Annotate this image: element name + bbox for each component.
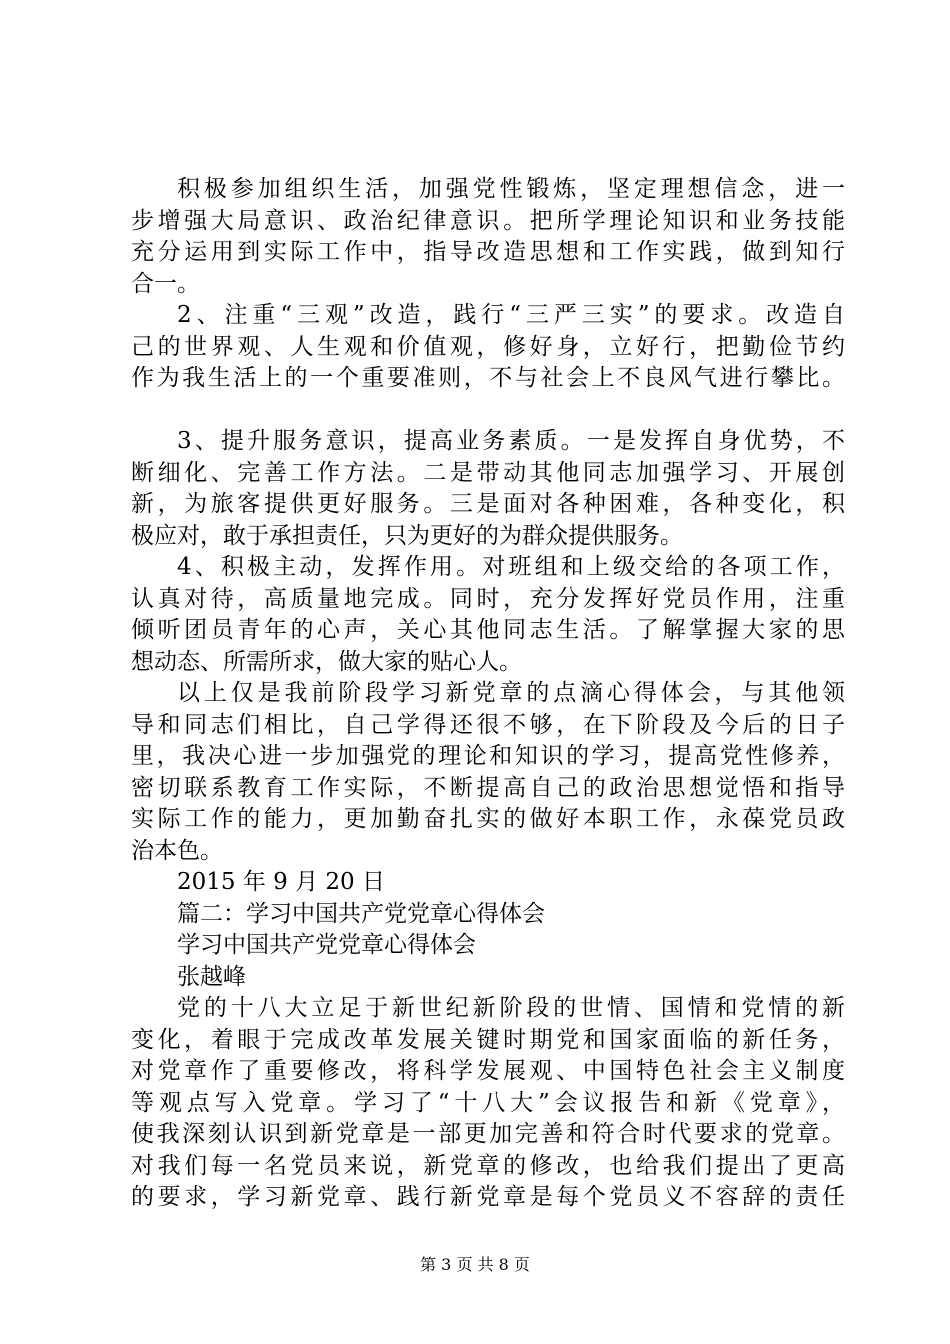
text-line: 篇二：学习中国共产党党章心得体会 [177,900,545,927]
text-line: 张越峰 [177,963,246,990]
text-line: 步增强大局意识、政治纪律意识。把所学理论知识和业务技能 [131,207,845,234]
text-line: 想动态、所需所求，做大家的贴心人。 [131,648,522,675]
text-line: 学习中国共产党党章心得体会 [177,932,476,958]
text-line: 倾听团员青年的心声，关心其他同志生活。了解掌握大家的思 [131,617,845,643]
blank-line [131,395,845,427]
text-line: 积极参加组织生活，加强党性锻炼，坚定理想信念，进一 [177,176,845,202]
text-line: 使我深刻认识到新党章是一部更加完善和符合时代要求的党章。 [131,1121,845,1147]
text-line: 合一。 [131,270,200,297]
page-footer: 第 3 页 共 8 页 [420,1255,530,1274]
text-line: 以上仅是我前阶段学习新党章的点滴心得体会，与其他领 [177,680,845,706]
text-line: 变化，着眼于完成改革发展关键时期党和国家面临的新任务， [131,1026,845,1053]
text-line: 4、积极主动，发挥作用。对班组和上级交给的各项工作， [177,554,845,580]
text-line: 新，为旅客提供更好服务。三是面对各种困难，各种变化，积 [131,491,845,517]
text-line: 导和同志们相比，自己学得还很不够，在下阶段及今后的日子 [131,711,845,738]
text-line: 实际工作的能力，更加勤奋扎实的做好本职工作，永葆党员政 [131,806,845,832]
text-line: 对我们每一名党员来说，新党章的修改，也给我们提出了更高 [131,1152,845,1179]
text-line: 充分运用到实际工作中，指导改造思想和工作实践，做到知行 [131,239,845,265]
text-line: 密切联系教育工作实际，不断提高自己的政治思想觉悟和指导 [131,774,845,801]
text-line: 认真对待，高质量地完成。同时，充分发挥好党员作用，注重 [131,585,845,612]
text-line: 断细化、完善工作方法。二是带动其他同志加强学习、开展创 [131,459,845,486]
document-body [131,174,845,1214]
text-line: 等观点写入党章。学习了“十八大”会议报告和新《党章》， [131,1089,845,1116]
text-line: 2015 年 9 月 20 日 [177,869,385,895]
text-line: 对党章作了重要修改，将科学发展观、中国特色社会主义制度 [131,1058,845,1084]
text-line: 2、注重“三观”改造，践行“三严三实”的要求。改造自 [177,302,845,328]
text-line: 党的十八大立足于新世纪新阶段的世情、国情和党情的新 [177,995,845,1021]
text-line: 里，我决心进一步加强党的理论和知识的学习，提高党性修养， [131,743,845,769]
text-line: 的要求，学习新党章、践行新党章是每个党员义不容辞的责任 [131,1184,845,1210]
text-line: 3、提升服务意识，提高业务素质。一是发挥自身优势，不 [177,428,845,454]
text-line: 作为我生活上的一个重要准则，不与社会上不良风气进行攀比。 [131,365,845,391]
text-line: 极应对，敢于承担责任，只为更好的为群众提供服务。 [131,522,683,549]
text-line: 治本色。 [131,837,223,864]
text-line: 己的世界观、人生观和价值观，修好身，立好行，把勤俭节约 [131,333,845,360]
